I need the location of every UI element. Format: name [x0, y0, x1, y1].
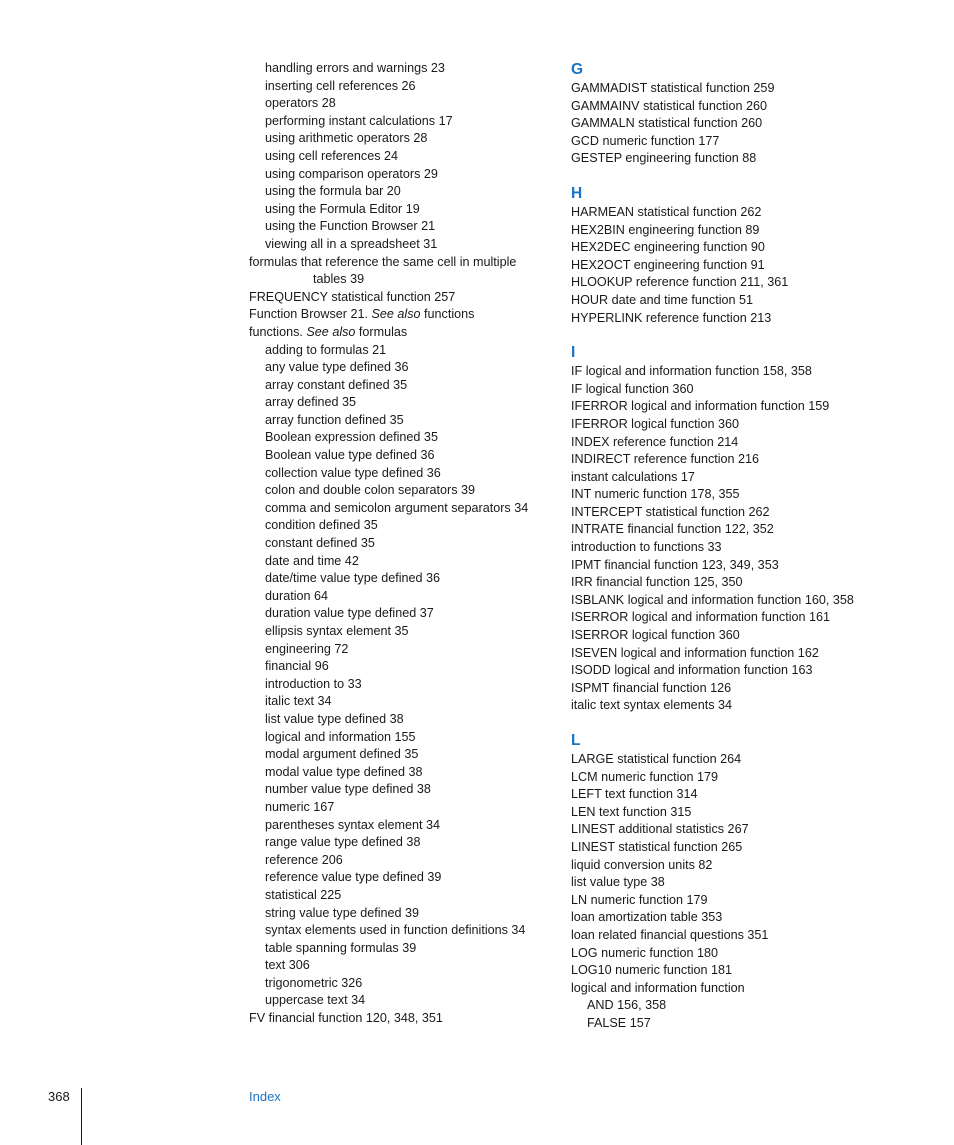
page-number: 368 — [48, 1089, 70, 1104]
index-entry: array defined 35 — [265, 395, 357, 410]
index-entry: reference value type defined 39 — [265, 870, 442, 885]
index-entry: GCD numeric function 177 — [571, 133, 720, 148]
index-entry: IF logical and information function 158, 358 — [571, 364, 812, 379]
index-entry: number value type defined 38 — [265, 782, 431, 797]
index-entry: range value type defined 38 — [265, 835, 421, 850]
index-entry: adding to formulas 21 — [265, 342, 387, 357]
index-entry: LCM numeric function 179 — [571, 769, 718, 784]
index-entry: any value type defined 36 — [265, 360, 409, 375]
index-entry: ISBLANK logical and information function 160, 358 — [571, 592, 854, 607]
index-entry: modal argument defined 35 — [265, 747, 419, 762]
index-entry: HEX2DEC engineering function 90 — [571, 240, 765, 255]
index-entry: comma and semicolon argument separators 34 — [265, 500, 529, 515]
index-entry: uppercase text 34 — [265, 993, 366, 1008]
index-entry: FV financial function 120, 348, 351 — [249, 1011, 443, 1026]
index-entry: functions. See also formulas — [249, 324, 408, 339]
index-entry: INTERCEPT statistical function 262 — [571, 504, 770, 519]
index-entry: operators 28 — [265, 96, 336, 111]
index-entry: handling errors and warnings 23 — [265, 61, 445, 75]
index-entry: FREQUENCY statistical function 257 — [249, 289, 456, 304]
index-entry: list value type 38 — [571, 875, 665, 890]
index-entry: ISPMT financial function 126 — [571, 680, 732, 695]
footer-divider — [81, 1088, 82, 1145]
index-entry: HEX2OCT engineering function 91 — [571, 257, 765, 272]
index-entry: HYPERLINK reference function 213 — [571, 310, 772, 325]
index-entry: ellipsis syntax element 35 — [265, 624, 409, 638]
index-entry: collection value type defined 36 — [265, 465, 441, 480]
index-entry: introduction to functions 33 — [571, 540, 722, 555]
index-entry: condition defined 35 — [265, 518, 378, 533]
index-entry: parentheses syntax element 34 — [265, 817, 441, 832]
index-entry: HEX2BIN engineering function 89 — [571, 222, 760, 237]
index-entry: constant defined 35 — [265, 536, 375, 551]
index-entry: formulas that reference the same cell in multiple — [249, 254, 517, 269]
index-entry: Function Browser 21. See also functions — [249, 307, 475, 322]
index-entry: modal value type defined 38 — [265, 764, 423, 779]
index-entry: LARGE statistical function 264 — [571, 752, 742, 766]
index-entry: GAMMAINV statistical function 260 — [571, 98, 767, 113]
index-entry: using comparison operators 29 — [265, 166, 438, 181]
index-entry: using cell references 24 — [265, 148, 399, 163]
index-entry: LEFT text function 314 — [571, 787, 698, 802]
index-entry: liquid conversion units 82 — [571, 857, 713, 872]
index-entry: syntax elements used in function definitions 34 — [265, 923, 526, 938]
index-entry: italic text 34 — [265, 694, 332, 709]
index-entry: INT numeric function 178, 355 — [571, 487, 740, 502]
section-letter-i: I — [571, 344, 576, 362]
index-entry: italic text syntax elements 34 — [571, 698, 732, 713]
index-entry: LEN text function 315 — [571, 804, 692, 819]
index-entry: loan related financial questions 351 — [571, 927, 769, 942]
index-entry: duration value type defined 37 — [265, 606, 434, 621]
index-entry: introduction to 33 — [265, 676, 362, 691]
index-entry: GAMMADIST statistical function 259 — [571, 81, 775, 95]
section-letter-h: H — [571, 184, 583, 202]
index-entry: ISODD logical and information function 163 — [571, 663, 813, 678]
index-entry: IFERROR logical and information function 159 — [571, 399, 830, 414]
index-entry: table spanning formulas 39 — [265, 940, 417, 955]
index-entry: INDEX reference function 214 — [571, 434, 739, 449]
index-entry: ISERROR logical and information function 161 — [571, 610, 831, 625]
index-entry: viewing all in a spreadsheet 31 — [265, 236, 438, 251]
index-entry: logical and information 155 — [265, 729, 416, 744]
index-entry: array constant defined 35 — [265, 377, 408, 392]
index-entry: tables 39 — [313, 272, 365, 287]
index-entry: HARMEAN statistical function 262 — [571, 204, 762, 219]
index-entry: string value type defined 39 — [265, 905, 420, 920]
index-entry: using arithmetic operators 28 — [265, 131, 428, 146]
index-entry: text 306 — [265, 958, 310, 973]
index-entry: inserting cell references 26 — [265, 78, 416, 93]
index-entry: HLOOKUP reference function 211, 361 — [571, 275, 789, 290]
section-letter-g: G — [571, 61, 584, 78]
index-entry: date and time 42 — [265, 553, 359, 568]
index-entry: date/time value type defined 36 — [265, 571, 441, 586]
index-entry: LOG10 numeric function 181 — [571, 963, 733, 978]
index-entry: GAMMALN statistical function 260 — [571, 116, 763, 131]
index-entry: instant calculations 17 — [571, 469, 695, 484]
index-entry: ISEVEN logical and information function 162 — [571, 645, 819, 660]
index-entry: LINEST additional statistics 267 — [571, 822, 749, 837]
index-entry: array function defined 35 — [265, 412, 404, 427]
index-column-left — [249, 60, 549, 1028]
index-entry: LINEST statistical function 265 — [571, 839, 743, 854]
index-entry: LN numeric function 179 — [571, 892, 708, 907]
index-entry: Boolean value type defined 36 — [265, 448, 435, 463]
index-entry: FALSE 157 — [587, 1015, 651, 1030]
index-entry: IPMT financial function 123, 349, 353 — [571, 557, 779, 572]
index-entry: GESTEP engineering function 88 — [571, 151, 757, 166]
index-entry: numeric 167 — [265, 799, 335, 814]
index-entry: colon and double colon separators 39 — [265, 483, 476, 498]
index-entry: engineering 72 — [265, 641, 349, 656]
index-entry: IF logical function 360 — [571, 381, 694, 396]
index-entry: IFERROR logical function 360 — [571, 416, 739, 431]
footer-section-title: Index — [249, 1089, 281, 1104]
index-entry: reference 206 — [265, 852, 343, 867]
index-entry: ISERROR logical function 360 — [571, 628, 740, 643]
index-entry: AND 156, 358 — [587, 998, 667, 1013]
index-entry: financial 96 — [265, 659, 329, 674]
index-entry: LOG numeric function 180 — [571, 945, 719, 960]
section-letter-l: L — [571, 732, 581, 749]
index-entry: loan amortization table 353 — [571, 910, 723, 925]
index-entry: trigonometric 326 — [265, 975, 363, 990]
index-column-right — [571, 60, 871, 1033]
index-entry: performing instant calculations 17 — [265, 113, 453, 128]
index-entry: Boolean expression defined 35 — [265, 430, 438, 445]
index-entry: list value type defined 38 — [265, 711, 404, 726]
index-entry: INDIRECT reference function 216 — [571, 452, 760, 467]
index-entry: HOUR date and time function 51 — [571, 292, 754, 307]
index-entry: using the Function Browser 21 — [265, 219, 436, 234]
index-entry: IRR financial function 125, 350 — [571, 575, 743, 590]
index-entry: using the Formula Editor 19 — [265, 201, 420, 216]
index-entry: duration 64 — [265, 588, 329, 603]
index-entry: logical and information function — [571, 980, 745, 995]
index-entry: statistical 225 — [265, 887, 342, 902]
index-entry: INTRATE financial function 122, 352 — [571, 522, 774, 537]
index-entry: using the formula bar 20 — [265, 184, 401, 199]
